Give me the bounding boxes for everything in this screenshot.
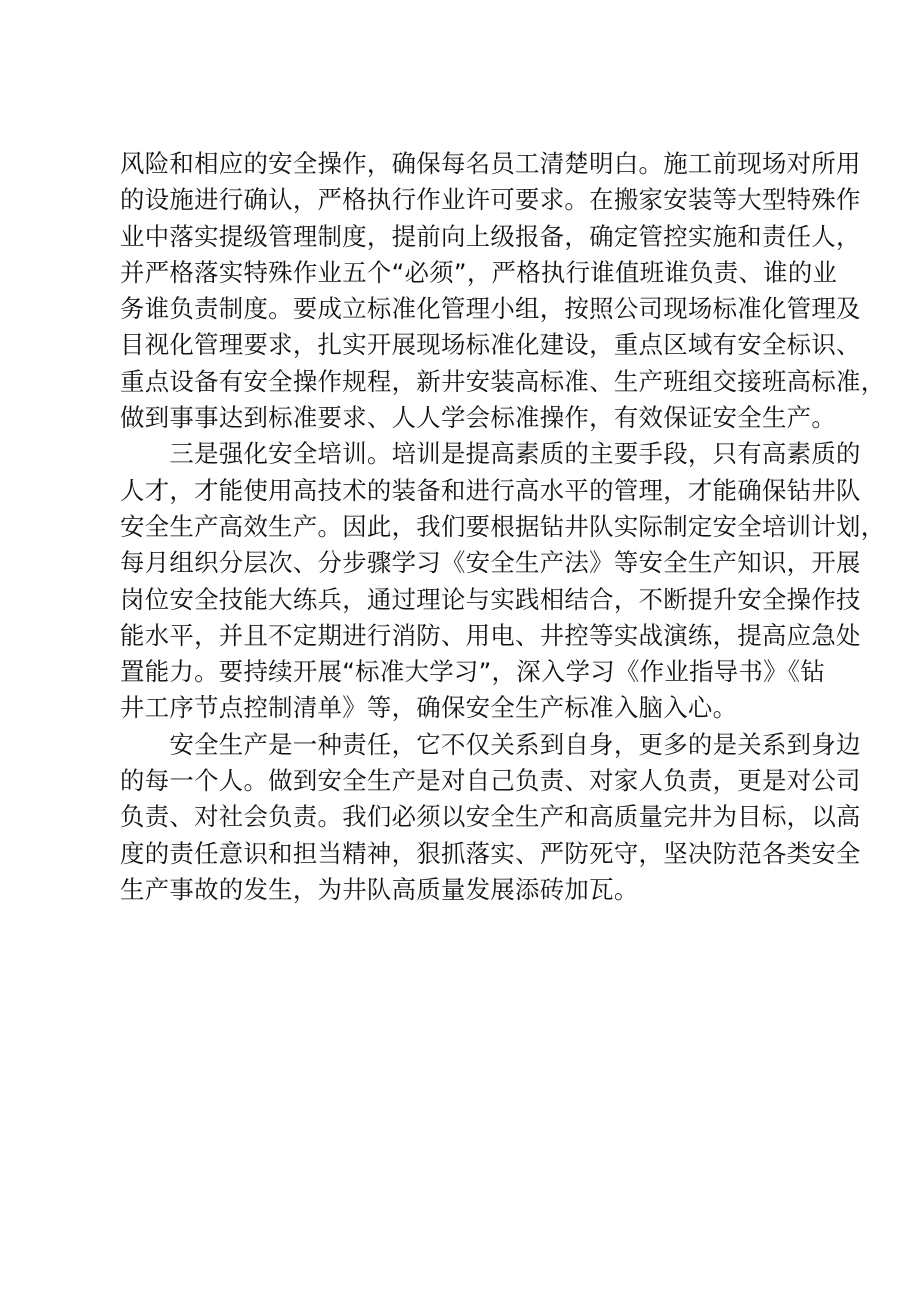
text-line: 安全生产是一种责任，它不仅关系到自身，更多的是关系到身边 [120,729,861,759]
text-line: 岗位安全技能大练兵，通过理论与实践相结合，不断提升安全操作技 [120,584,861,614]
text-line: 业中落实提级管理制度，提前向上级报备，确定管控实施和责任人， [120,221,861,251]
text-line: 并严格落实特殊作业五个“必须”，严格执行谁值班谁负责、谁的业 [120,257,838,287]
text-line: 目视化管理要求，扎实开展现场标准化建设，重点区域有安全标识、 [120,330,861,360]
paragraph-1 [120,146,886,436]
text-line: 每月组织分层次、分步骤学习《安全生产法》等安全生产知识，开展 [120,548,861,578]
text-line: 务谁负责制度。要成立标准化管理小组，按照公司现场标准化管理及 [120,294,861,324]
paragraph-3 [120,727,861,908]
text-line: 的每一个人。做到安全生产是对自己负责、对家人负责，更是对公司 [120,766,861,796]
text-line: 三是强化安全培训。培训是提高素质的主要手段，只有高素质的 [120,439,861,469]
text-line: 的设施进行确认，严格执行作业许可要求。在搬家安装等大型特殊作 [120,185,861,215]
text-line: 能水平，并且不定期进行消防、用电、井控等实战演练，提高应急处 [120,620,861,650]
text-line: 负责、对社会负责。我们必须以安全生产和高质量完井为目标，以高 [120,802,861,832]
text-line: 置能力。要持续开展“标准大学习”，深入学习《作业指导书》《钻 [120,657,826,687]
text-line: 安全生产高效生产。因此，我们要根据钻井队实际制定安全培训计划， [120,511,886,541]
text-line: 人才，才能使用高技术的装备和进行高水平的管理，才能确保钻井队 [120,475,861,505]
text-line: 井工序节点控制清单》等，确保安全生产标准入脑入心。 [120,693,738,723]
paragraph-2 [120,436,886,726]
text-line: 风险和相应的安全操作，确保每名员工清楚明白。施工前现场对所用 [120,149,861,178]
text-line: 做到事事达到标准要求、人人学会标准操作，有效保证安全生产。 [120,403,837,433]
text-line: 生产事故的发生，为井队高质量发展添砖加瓦。 [120,874,639,904]
document-body [120,146,886,908]
text-line: 重点设备有安全操作规程，新井安装高标准、生产班组交接班高标准， [120,366,886,396]
text-line: 度的责任意识和担当精神，狠抓落实、严防死守，坚决防范各类安全 [120,838,861,868]
